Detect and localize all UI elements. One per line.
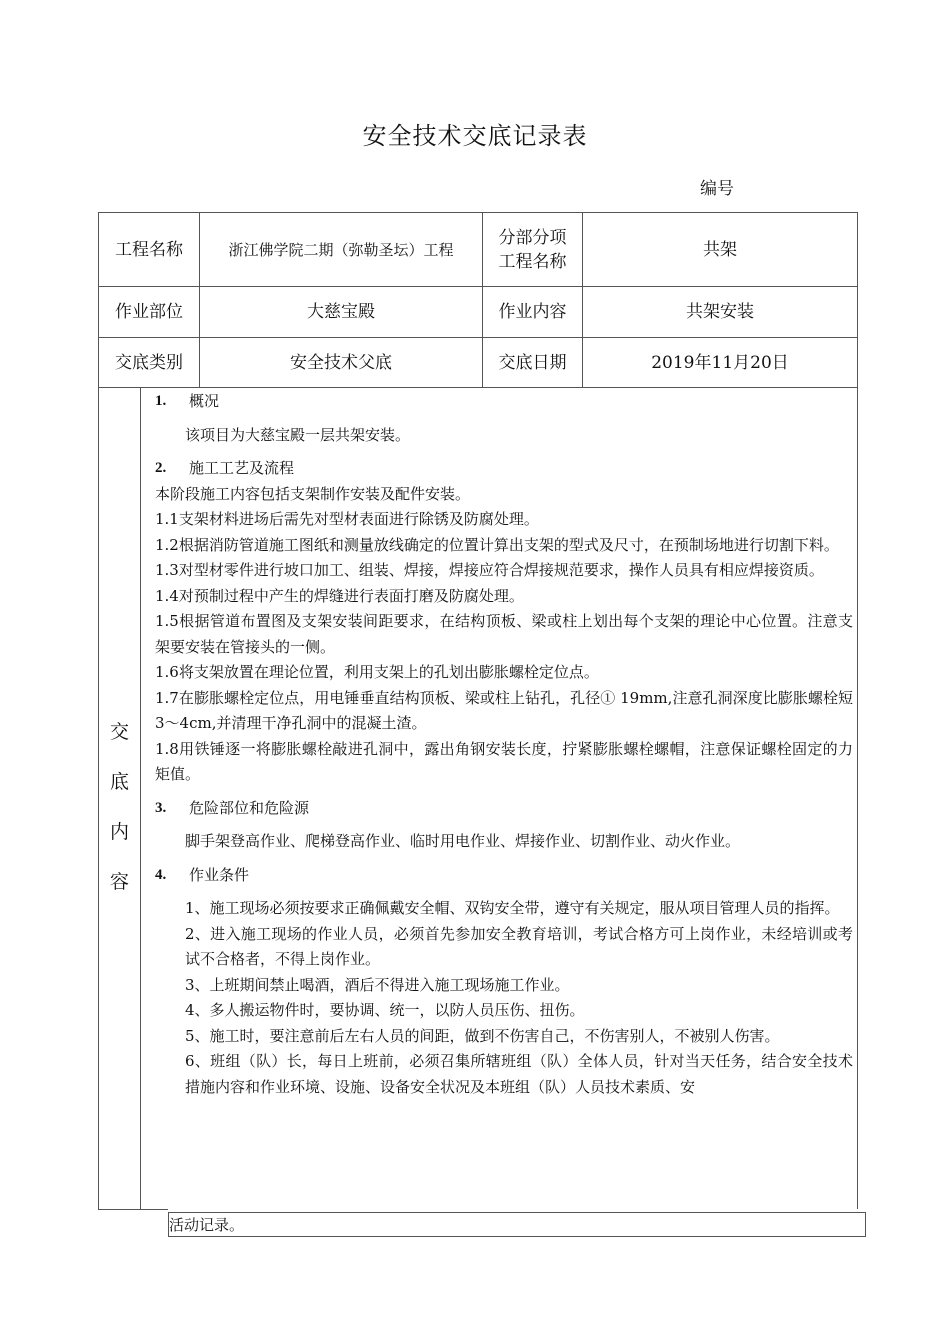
sub-project-label xyxy=(483,213,582,286)
content-label-char: 底 xyxy=(109,771,129,793)
section-number: 2. xyxy=(155,460,167,476)
briefing-date-label-text: 交底日期 xyxy=(498,352,567,373)
work-location-value xyxy=(200,287,482,337)
briefing-date-value-text: 2019年11月20日 xyxy=(651,352,789,373)
work-content-label-text: 作业内容 xyxy=(498,302,567,322)
page-title: 安全技术交底记录表 xyxy=(362,122,588,150)
section-paragraph: 5、施工时，要注意前后左右人员的间距，做到不伤害自己，不伤害别人，不被别人伤害。 xyxy=(185,1026,780,1045)
sub-project-value xyxy=(583,213,857,286)
section-heading xyxy=(155,389,853,415)
content-label-char: 内 xyxy=(109,821,129,843)
section-paragraph: 1.8用铁锤逐一将膨胀螺栓敲进孔洞中，露出角钢安装长度，拧紧膨胀螺栓螺帽，注意保证螺栓固定的力矩值。 xyxy=(155,739,853,783)
table-border-right xyxy=(857,212,858,1209)
section-paragraph: 1.6将支架放置在理论位置，利用支架上的孔划出膨胀螺栓定位点。 xyxy=(155,663,599,681)
section-title: 施工工艺及流程 xyxy=(189,459,295,477)
briefing-type-value xyxy=(200,338,482,387)
section-number: 1. xyxy=(155,393,167,409)
section-paragraph: 1.5根据管道布置图及支架安装间距要求，在结构顶板、梁或柱上划出每个支架的理论中心位置。注意支架要安装在管接头的一侧。 xyxy=(155,612,853,656)
table-row-divider xyxy=(98,387,858,388)
section-paragraph: 6、班组（队）长，每日上班前，必须召集所辖班组（队）全体人员，针对当天任务，结合安全技术措施内容和作业环境、设施、设备安全状况及本班组（队）人员技术素质、安 xyxy=(185,1052,853,1096)
briefing-content xyxy=(155,389,853,1100)
briefing-type-value-text: 安全技术父底 xyxy=(290,352,392,373)
section-paragraph: 本阶段施工内容包括支架制作安装及配件安装。 xyxy=(155,484,471,503)
briefing-type-label xyxy=(99,338,199,387)
work-location-label-text: 作业部位 xyxy=(115,302,183,322)
project-name-label xyxy=(99,213,199,286)
section-heading xyxy=(155,456,853,482)
overflow-text: 活动记录。 xyxy=(169,1216,245,1234)
work-location-value-text: 大慈宝殿 xyxy=(307,302,375,322)
section-paragraph: 该项目为大慈宝殿一层共架安装。 xyxy=(185,425,411,444)
section-number: 4. xyxy=(155,866,167,883)
content-label-char: 容 xyxy=(109,871,129,893)
content-label-char: 交 xyxy=(109,721,129,743)
table-border-bottom xyxy=(98,1209,168,1210)
section-paragraph: 1、施工现场必须按要求正确佩戴安全帽、双钩安全带，遵守有关规定，服从项目管理人员的指挥。 xyxy=(185,899,840,917)
work-location-label xyxy=(99,287,199,337)
sub-project-label-line2: 工程名称 xyxy=(498,251,567,272)
section-paragraph: 3、上班期间禁止喝酒，酒后不得进入施工现场施工作业。 xyxy=(185,975,570,994)
work-content-label xyxy=(483,287,582,337)
section-paragraph: 1.4对预制过程中产生的焊缝进行表面打磨及防腐处理。 xyxy=(155,586,524,605)
doc-number-label: 编号 xyxy=(700,179,734,199)
section-paragraph: 1.3对型材零件进行坡口加工、组装、焊接，焊接应符合焊接规范要求，操作人员具有相应焊接资质。 xyxy=(155,561,824,579)
project-name-value-text: 浙江佛学院二期（弥勒圣坛）工程 xyxy=(228,240,454,259)
sub-project-label-line1: 分部分项 xyxy=(498,227,567,248)
briefing-type-label-text: 交底类别 xyxy=(115,352,183,373)
section-paragraph: 1.2根据消防管道施工图纸和测量放线确定的位置计算出支架的型式及尺寸，在预制场地进行切割下料。 xyxy=(155,535,839,554)
project-name-label-text: 工程名称 xyxy=(115,239,183,260)
work-content-value xyxy=(583,287,857,337)
content-label-divider xyxy=(140,387,141,1209)
section-heading xyxy=(155,796,853,822)
work-content-value-text: 共架安装 xyxy=(686,302,754,322)
section-paragraph: 1.7在膨胀螺栓定位点，用电锤垂直结构顶板、梁或柱上钻孔，孔径① 19mm,注意孔洞深度比膨胀螺栓短3〜4cm,并清理干净孔洞中的混凝土渣。 xyxy=(155,688,853,732)
section-paragraph: 4、多人搬运物件时，要协调、统一，以防人员压伤、扭伤。 xyxy=(185,1001,585,1019)
content-vertical-label xyxy=(99,715,140,915)
section-heading xyxy=(155,863,853,889)
section-number: 3. xyxy=(155,799,167,816)
section-paragraph: 1.1支架材料进场后需先对型材表面进行除锈及防腐处理。 xyxy=(155,510,539,528)
section-paragraph: 脚手架登高作业、爬梯登高作业、临时用电作业、焊接作业、切割作业、动火作业。 xyxy=(185,832,741,850)
section-title: 危险部位和危险源 xyxy=(189,798,310,817)
sub-project-value-text: 共架 xyxy=(703,239,737,260)
section-title: 作业条件 xyxy=(189,865,250,884)
section-paragraph: 2、进入施工现场的作业人员，必须首先参加安全教育培训，考试合格方可上岗作业，未经培训或考试不合格者，不得上岗作业。 xyxy=(185,924,853,968)
briefing-date-value xyxy=(583,338,857,387)
overflow-text-box xyxy=(168,1212,866,1237)
project-name-value xyxy=(200,213,482,286)
section-title: 概况 xyxy=(189,392,220,410)
briefing-date-label xyxy=(483,338,582,387)
